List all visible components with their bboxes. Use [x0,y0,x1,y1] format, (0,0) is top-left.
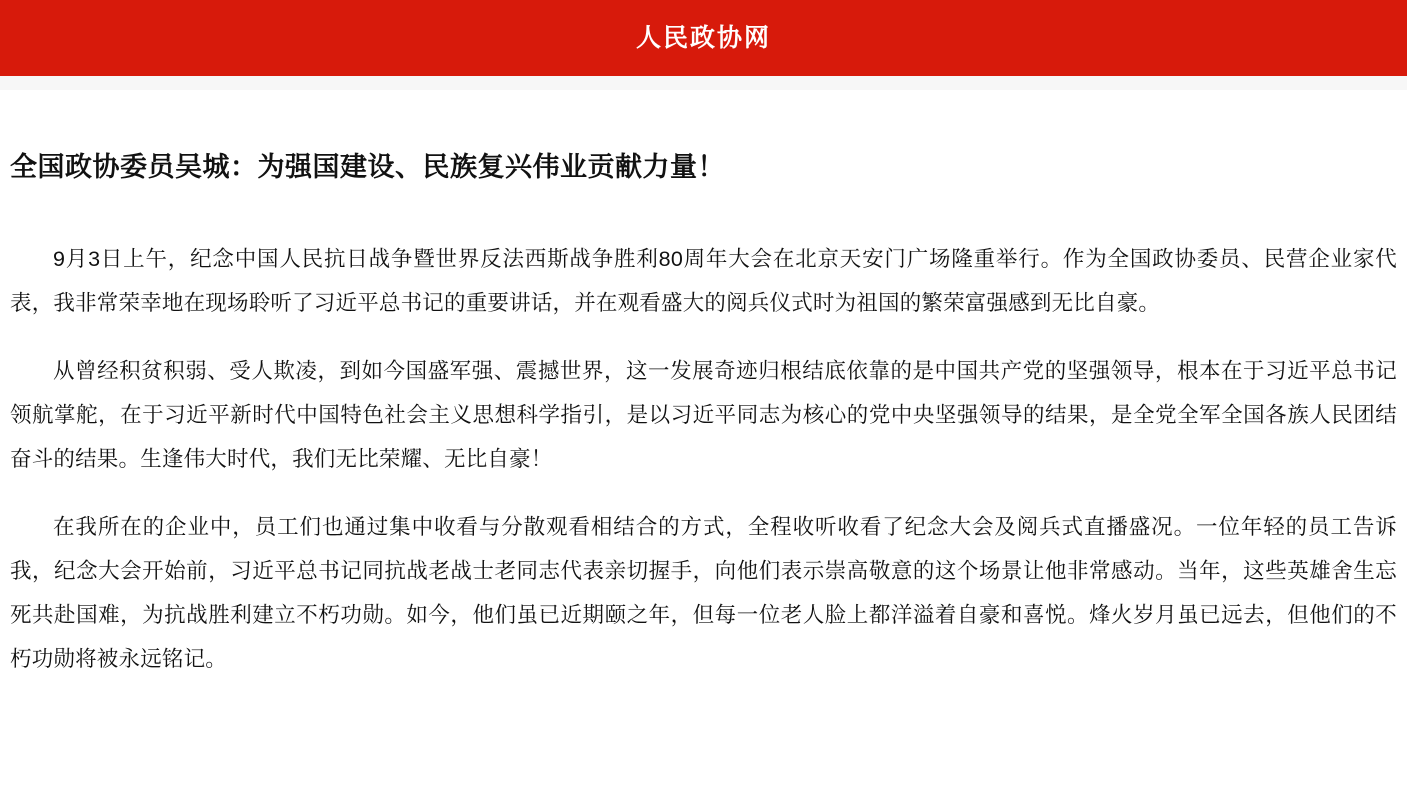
site-title: 人民政协网 [635,23,771,52]
article-paragraph: 在我所在的企业中，员工们也通过集中收看与分散观看相结合的方式，全程收听收看了纪念大会及阅兵式直播盛况。一位年轻的员工告诉我，纪念大会开始前，习近平总书记同抗战老战士老同志代表亲切握手，向他们表示崇高敬意的这个场景让他非常感动。当年，这些英雄舍生忘死共赴国难，为抗战胜利建立不朽功勋。如今，他们虽已近期颐之年，但每一位老人脸上都洋溢着自豪和喜悦。烽火岁月虽已远去，但他们的不朽功勋将被永远铭记。 [10,515,1397,672]
article-body [10,185,1397,681]
article-paragraph: 9月3日上午，纪念中国人民抗日战争暨世界反法西斯战争胜利80周年大会在北京天安门广场隆重举行。作为全国政协委员、民营企业家代表，我非常荣幸地在现场聆听了习近平总书记的重要讲话，并在观看盛大的阅兵仪式时为祖国的繁荣富强感到无比自豪。 [10,247,1397,316]
article-paragraph: 从曾经积贫积弱、受人欺凌，到如今国盛军强、震撼世界，这一发展奇迹归根结底依靠的是中国共产党的坚强领导，根本在于习近平总书记领航掌舵，在于习近平新时代中国特色社会主义思想科学指引，是以习近平同志为核心的党中央坚强领导的结果，是全党全军全国各族人民团结奋斗的结果。生逢伟大时代，我们无比荣耀、无比自豪！ [10,359,1397,472]
header-divider [0,76,1407,90]
article-container [0,90,1407,681]
site-header [0,0,1407,76]
article-title: 全国政协委员吴城：为强国建设、民族复兴伟业贡献力量！ [10,152,725,182]
